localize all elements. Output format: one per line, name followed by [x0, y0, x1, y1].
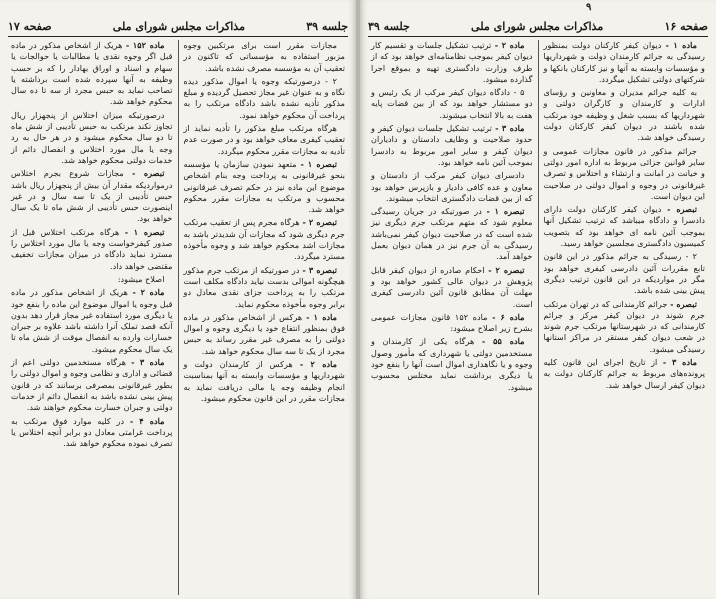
article-paragraph: [371, 336, 533, 392]
article-text: هرکس از کارمندان دولت و شهرداریها و مؤسسات وابسته به آنها بمناسبت انجام وظیفه وجه یا مالی دریافت نماید به مجازات مقرر در این قانون محکوم میشود.: [183, 359, 345, 403]
article-heading: تبصره ۱ -: [486, 206, 525, 217]
article-paragraph: [544, 357, 706, 391]
article-heading: ماده ۳ -: [662, 357, 698, 368]
article-paragraph: [184, 159, 346, 215]
article-paragraph: [371, 87, 533, 121]
article-paragraph: [11, 110, 173, 166]
article-heading: تبصره -: [667, 204, 697, 215]
right-running-title: مذاکرات مجلس شورای ملی: [471, 19, 604, 33]
article-heading: تبصره ۱ -: [300, 158, 338, 169]
article-paragraph: [544, 299, 706, 355]
article-paragraph: [371, 206, 533, 262]
article-paragraph: [184, 359, 346, 404]
article-paragraph: [11, 357, 173, 413]
article-paragraph: [371, 123, 533, 168]
article-text: هرگاه مرتکب مبلغ مذکور را تأدیه نماید از تعقیب کیفری معاف خواهد بود و در صورت عدم تأدیه به مجازات مقرر محکوم میگردد.: [183, 123, 345, 156]
article-text: ۲ - رسیدگی به جرائم مذکور در این قانون تابع مقررات آئین دادرسی کیفری خواهد بود مگر در مواردیکه در این قانون ترتیب دیگری پیش بینی شده باشد.: [543, 251, 705, 296]
article-heading: تبصره ۱ -: [124, 226, 165, 237]
article-paragraph: [544, 40, 706, 85]
article-paragraph: [544, 87, 706, 143]
article-paragraph: [544, 204, 706, 249]
article-heading: ماده ۵۵ -: [481, 336, 525, 347]
article-text: هرکس از اشخاص مذکور در ماده فوق بمنظور انتفاع خود یا دیگری وجوه و اموال دولتی را به مصرف غیر مقرر رساند به حبس مجرد از یک تا سه سال محکوم خواهد شد.: [183, 311, 345, 356]
article-paragraph: [184, 217, 346, 262]
article-text: دیوان کیفر کارکنان دولت بمنظور رسیدگی به جرائم کارمندان دولت و شهرداریها و مؤسسات وابسته به آنها و نیز کارکنان بانکها و شرکتهای دولتی تشکیل میگردد.: [543, 40, 705, 84]
article-text: در صورتیکه از مرتکب جرم مذکور هیچگونه اموالی بدست نیاید دادگاه مکلف است مرتکب را به پرداخت جزای نقدی معادل دو برابر وجوه مأخوذه محکوم نماید.: [183, 264, 345, 309]
article-text: مجازات شروع بجرم اختلاس درمواردیکه مقدار آن بیش از پنجهزار ریال باشد حبس تأدیبی از یک تا سه سال و در غیر اینصورت حبس تأدیبی از شش ماه تا یک سال خواهد بود.: [11, 168, 173, 224]
article-text: هرگاه مجرم پس از تعقیب مرتکب جرم دیگری شود که مجازات آن شدیدتر باشد به مجازات اشد محکوم خواهد شد و وجوه مأخوذه مسترد میگردد.: [183, 217, 345, 262]
article-text: جرائم کارمندانی که در تهران مرتکب جرم شوند در دیوان کیفر مرکز و جرائم کارمندانی که در شهرستانها مرتکب جرم شوند در شعب دیوان کیفر مستقر در مراکز استانها رسیدگی میشود.: [543, 298, 705, 354]
article-heading: ماده ۱۵۲ -: [125, 40, 165, 50]
article-text: در کلیه موارد فوق مرتکب به پرداخت غرامتی معادل دو برابر آنچه اختلاس یا تصرف نموده محکوم خواهد شد.: [11, 415, 173, 449]
article-paragraph: [371, 312, 533, 335]
article-text: ماده ۱۵۲ قانون مجازات عمومی بشرح زیر اصلاح میشود:: [371, 311, 533, 334]
article-text: هریک از اشخاص مذکور در ماده قبل اگر وجوه نقدی یا مطالبات یا حوالجات یا سهام و اسناد و اوراق بهادار را که بر حسب وظیفه به آنها سپرده شده است برداشته یا تصاحب نماید به حبس مجرد از سه تا ده سال محکوم خواهد شد.: [11, 40, 173, 107]
article-text: جرائم مذکور در قانون مجازات عمومی و سایر قوانین جزائی مربوط به اداره امور دولتی و خیانت در امانت و ارتشاء و اختلاس و تصرف غیرقانونی در وجوه و اموال دولتی در صلاحیت این دیوان است.: [543, 145, 705, 201]
left-page-number: صفحه ۱۷: [8, 19, 52, 33]
right-page-number: صفحه ۱۶: [664, 19, 708, 33]
article-heading: تبصره ۲ -: [488, 264, 525, 275]
article-text: درصورتیکه میزان اختلاس از پنجهزار ریال تجاوز نکند مرتکب به حبس تأدیبی از شش ماه تا دو سال محکوم میشود و در هر حال به رد وجه یا مال مورد اختلاس و انفصال دائم از خدمات دولتی محکوم خواهد شد.: [11, 109, 173, 165]
article-text: هرگاه مرتکب اختلاس قبل از صدور کیفرخواست وجه یا مال مورد اختلاس را مسترد نماید دادگاه در میزان مجازات تخفیف مقتضی خواهد داد.: [11, 226, 173, 271]
left-page: [0, 0, 356, 599]
article-paragraph: [184, 265, 346, 310]
right-page-marker: ۹: [586, 2, 592, 13]
article-text: در صورتیکه در جریان رسیدگی معلوم شود که متهم مرتکب جرم دیگری نیز شده است که در صلاحیت دیوان کیفر نمی‌باشد رسیدگی به آن جرم نیز در همان دیوان بعمل خواهد آمد.: [371, 206, 533, 262]
article-text: احکام صادره از دیوان کیفر قابل پژوهش در دیوان عالی کشور خواهد بود و مهلت آن مطابق قانون آئین دادرسی کیفری است.: [371, 264, 533, 309]
left-running-title: مذاکرات مجلس شورای ملی: [112, 19, 245, 33]
article-text: ۲ - درصورتیکه وجوه یا اموال مذکور دیده نگاه و به عنوان غیر مجاز تحصیل گردیده و مبلغ مذکور تأدیه نشده باشد دادگاه مرتکب را به پرداخت آن محکوم خواهد نمود.: [183, 75, 345, 120]
article-text: مجازات مقرر است برای مرتکبین وجوه مزبور استفاده به مؤسساتی که تاکنون در تعقیب آن به مؤسسه مصرف نشده باشد.: [183, 40, 345, 73]
article-text: متعهد نمودن سازمان یا مؤسسه بنحو غیرقانونی به پرداخت وجه بنام اشخاص موضوع این ماده نیز در حکم تصرف غیرقانونی محسوب و مرتکب به مجازات مقرر محکوم خواهد شد.: [183, 158, 345, 215]
article-paragraph: [544, 251, 706, 296]
article-heading: ماده ۱ -: [665, 40, 697, 50]
article-heading: ماده ۳ -: [131, 357, 165, 368]
article-text: دیوان کیفر کارکنان دولت دارای دادسرا و دادگاه میباشد که ترتیب تشکیل آنها بموجب آئین نامه ای خواهد بود که بتصویب کمیسیون دادگستری مجلسین خواهد رسید.: [543, 204, 705, 249]
article-heading: ماده ۶ -: [492, 311, 525, 322]
article-text: ترتیب تشکیل جلسات دیوان کیفر و حدود صلاحیت و وظایف دادستان و دادیاران دیوان کیفر و سایر امور مربوط به دادسرا بموجب آئین نامه خواهد بود.: [371, 123, 533, 167]
right-column-2: [366, 40, 539, 595]
article-paragraph: [184, 312, 346, 357]
article-heading: ماده ۳ -: [495, 123, 525, 134]
article-text: به کلیه جرائم مدیران و معاونین و رؤسای ادارات و کارمندان و کارگران دولتی و شهرداریها که بسبب شغل و وظیفه خود مرتکب شده باشند در دیوان کیفر کارکنان دولت رسیدگی خواهد شد.: [543, 87, 705, 143]
article-paragraph: [11, 227, 173, 272]
article-paragraph: [184, 40, 346, 74]
right-column-1: [539, 40, 711, 595]
article-paragraph: [184, 123, 346, 157]
article-text: ۵ - دادگاه دیوان کیفر مرکب از یک رئیس و دو مستشار خواهد بود که از بین قضات پایه هفت به بالا انتخاب میشوند.: [371, 87, 533, 120]
right-page-columns: [366, 40, 710, 595]
article-heading: تبصره -: [132, 168, 165, 179]
article-text: از تاریخ اجرای این قانون کلیه پرونده‌های مربوط به جرائم کارکنان دولت به دیوان کیفر ارسال خواهد شد.: [543, 357, 705, 390]
article-paragraph: [11, 40, 173, 108]
left-column-1: [179, 40, 351, 595]
article-text: هرگاه یکی از کارمندان و مستخدمین دولتی یا شهرداری که مأمور وصول وجوه و یا نگاهداری اموال است آنها را بنفع خود یا دیگری برداشت نماید مختلس محسوب میشود.: [371, 336, 533, 392]
article-text: اصلاح میشود:: [117, 273, 165, 284]
article-text: دادسرای دیوان کیفر مرکب از دادستان و معاون و عده کافی دادیار و بازپرس خواهد بود که از بین قضات دادگستری انتخاب میشوند.: [371, 170, 533, 203]
article-text: ترتیب تشکیل جلسات و تقسیم کار دیوان کیفر بموجب نظامنامه‌ای خواهد بود که از طرف وزارت دادگستری تهیه و بموقع اجرا گذارده میشود.: [371, 40, 533, 84]
article-heading: تبصره ۳ -: [302, 264, 337, 275]
right-page-header: [368, 16, 708, 37]
article-heading: ماده ۲ -: [494, 40, 525, 50]
article-paragraph: [11, 274, 173, 285]
article-paragraph: [11, 287, 173, 355]
article-heading: ماده ۲ -: [299, 359, 338, 370]
article-paragraph: [371, 170, 533, 204]
article-heading: تبصره -: [670, 298, 698, 309]
left-column-2: [6, 40, 179, 595]
article-paragraph: [11, 416, 173, 450]
article-heading: ماده ۴ -: [129, 415, 165, 426]
article-heading: ماده ۱ -: [306, 311, 338, 322]
article-paragraph: [184, 76, 346, 121]
left-page-columns: [6, 40, 350, 595]
article-paragraph: [371, 265, 533, 310]
right-session-label: جلسه ۳۹: [368, 19, 410, 33]
left-session-label: جلسه ۳۹: [306, 19, 348, 33]
article-text: هرگاه مستخدمین دولتی اعم از قضائی و اداری و نظامی وجوه و اموال دولتی را بطور غیرقانونی بمصرفی برسانند که در قانون پیش بینی نشده باشد به انفصال دائم از خدمات دولتی و جبران خسارت محکوم خواهند شد.: [11, 357, 173, 413]
article-heading: ماده ۲ -: [132, 287, 165, 298]
article-paragraph: [11, 168, 173, 224]
left-page-header: [8, 16, 348, 37]
article-heading: تبصره ۲ -: [302, 217, 338, 228]
article-paragraph: [371, 40, 533, 85]
right-page: [360, 0, 716, 599]
article-paragraph: [544, 146, 706, 202]
article-text: هریک از اشخاص مذکور در ماده قبل وجوه یا اموال موضوع این ماده را بنفع خود یا دیگری مورد استفاده غیر مجاز قرار دهد بدون آنکه قصد تملک آنرا داشته باشد علاوه بر جبران خسارات وارده به انفصال موقت از شش ماه تا یک سال محکوم میشود.: [11, 287, 173, 354]
